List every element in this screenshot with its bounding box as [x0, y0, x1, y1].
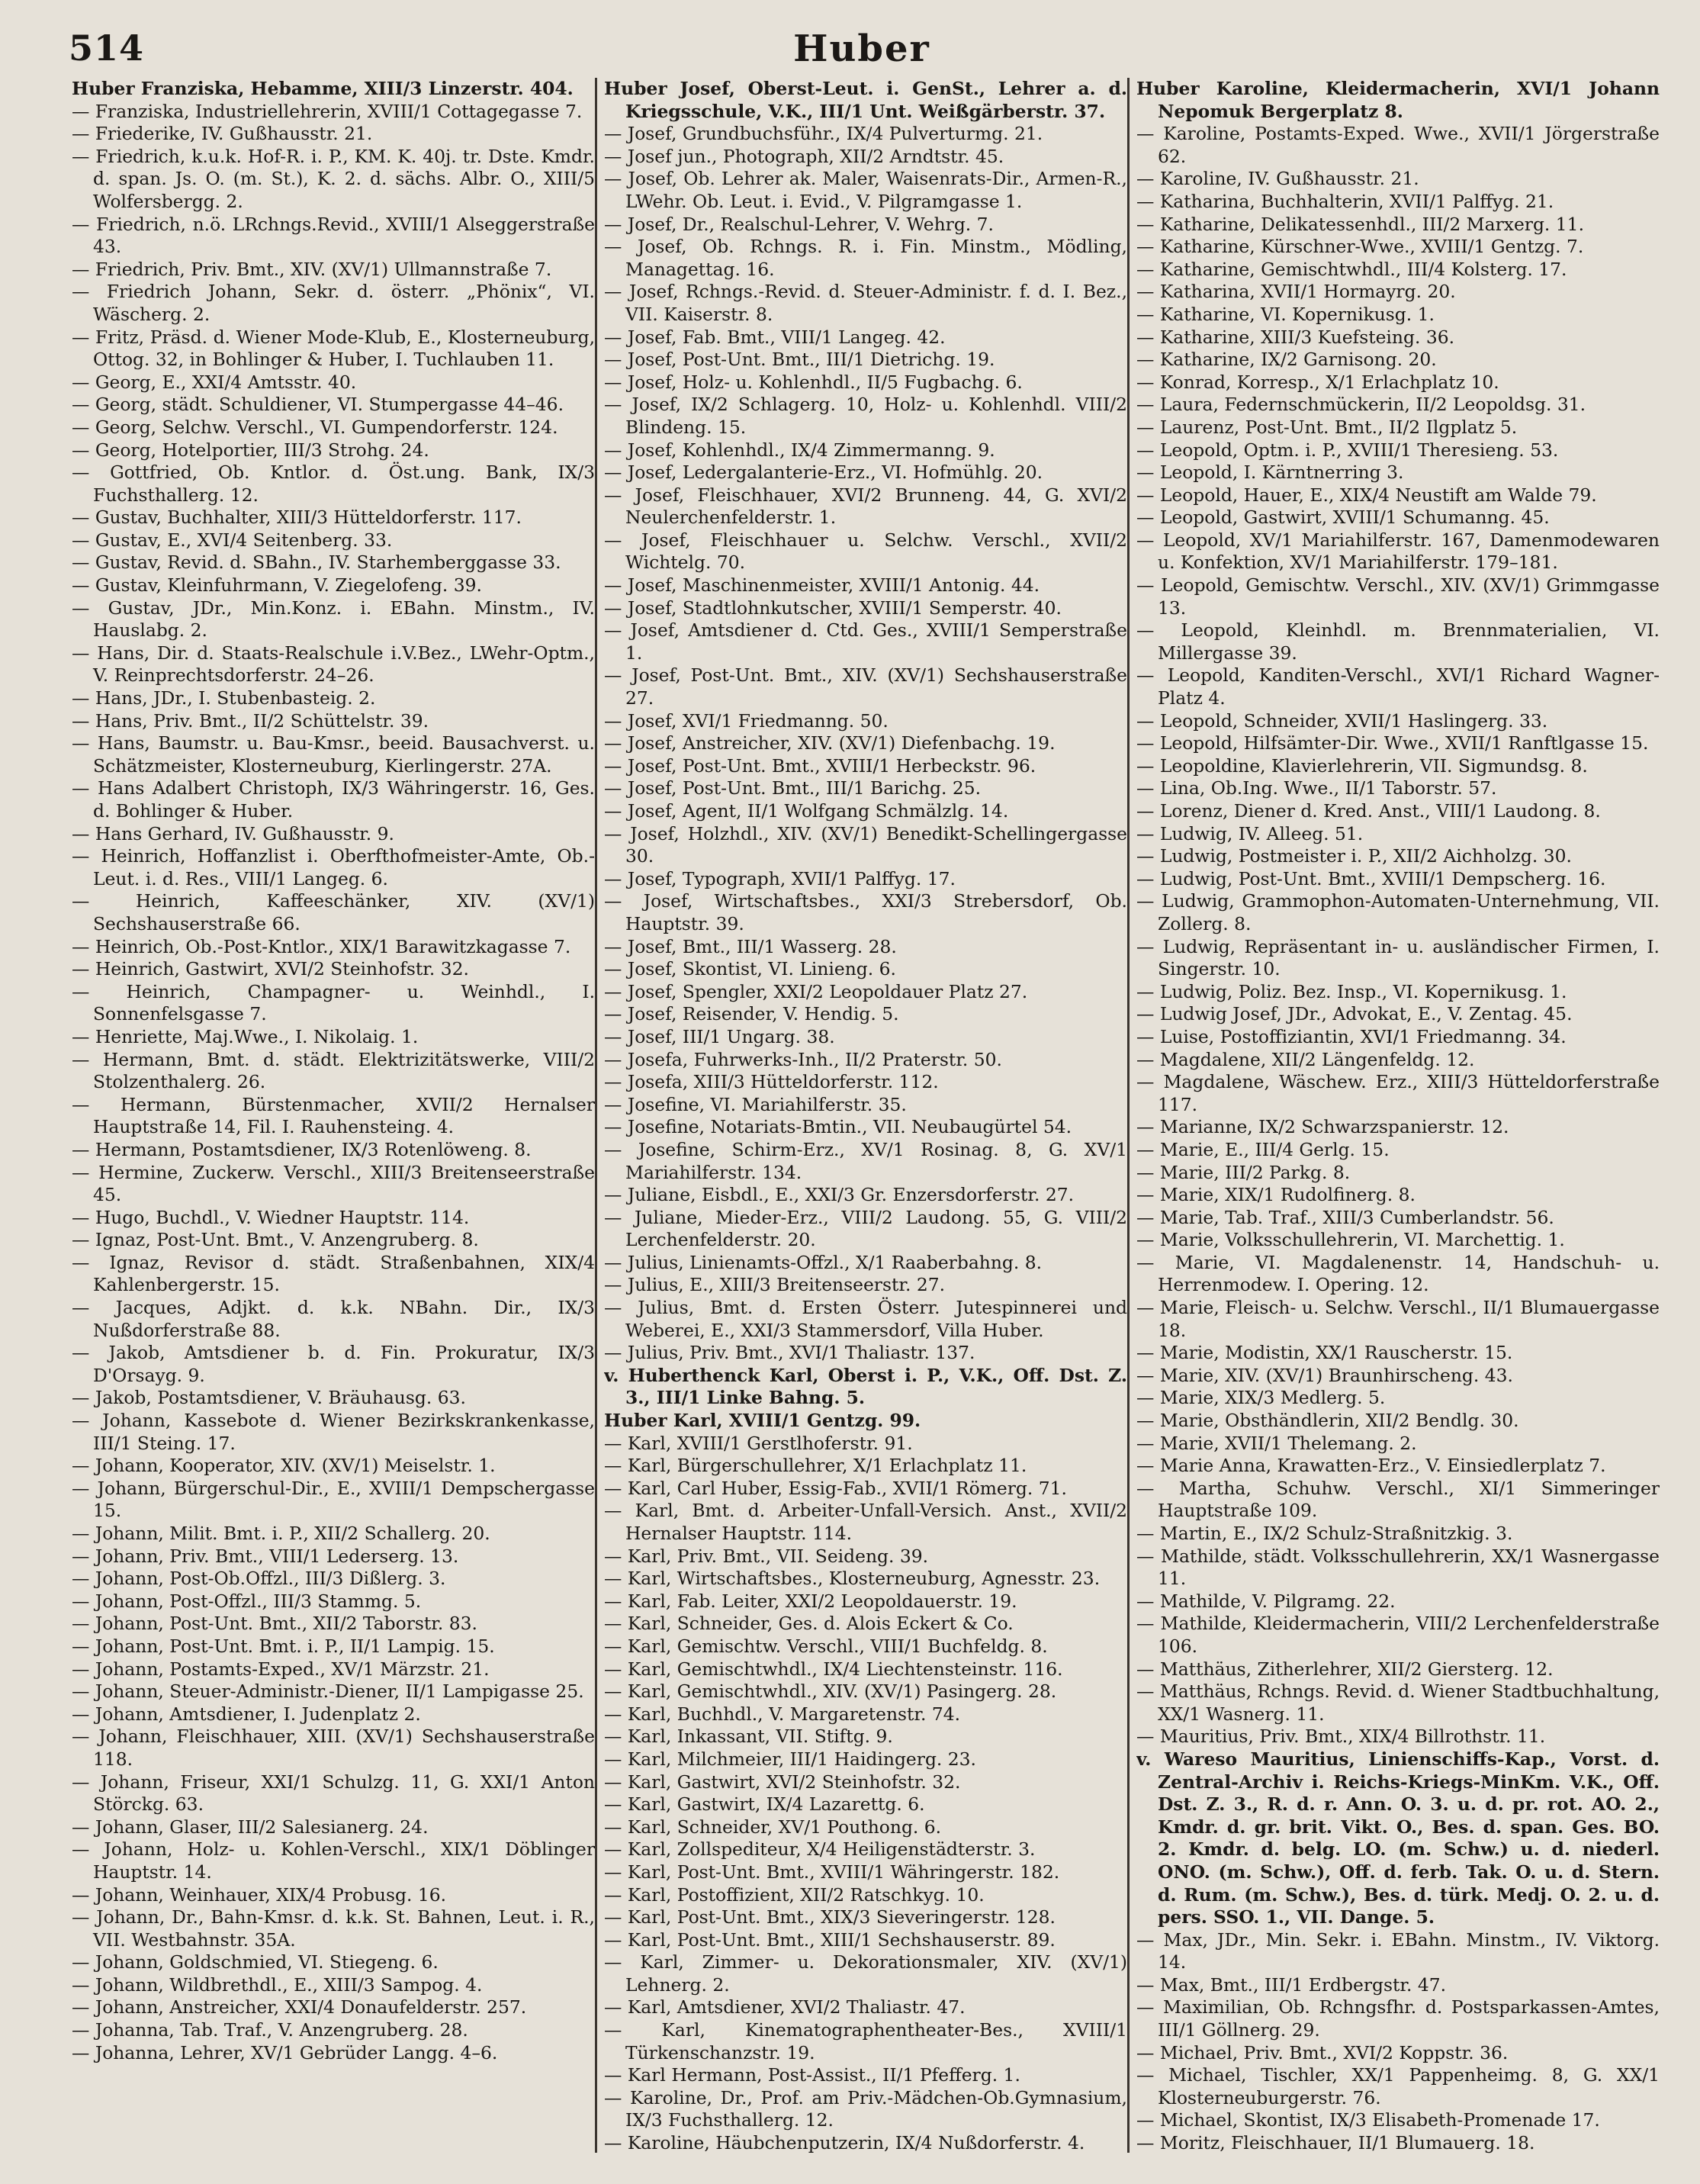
directory-entry: — Ludwig, Repräsentant in- u. ausländischer Firmen, I. Singerstr. 10. — [1136, 935, 1660, 980]
directory-entry: — Josef, Bmt., III/1 Wasserg. 28. — [604, 935, 897, 957]
directory-entry: — Johann, Anstreicher, XXI/4 Donaufelderstr. 257. — [72, 1996, 527, 2018]
directory-entry: — Karl, Postoffizient, XII/2 Ratschkyg. 10. — [604, 1883, 985, 1906]
directory-entry: — Johann, Goldschmied, VI. Stiegeng. 6. — [72, 1951, 439, 1973]
directory-entry: — Gustav, Buchhalter, XIII/3 Hütteldorferstr. 117. — [72, 507, 522, 529]
directory-entry: — Karl, Wirtschaftsbes., Klosterneuburg, Agnesstr. 23. — [604, 1568, 1101, 1590]
directory-entry: — Michael, Skontist, IX/3 Elisabeth-Promenade 17. — [1136, 2109, 1600, 2131]
directory-entry: — Friederike, IV. Gußhausstr. 21. — [72, 123, 373, 145]
directory-entry: — Johann, Post-Unt. Bmt. i. P., II/1 Lampig. 15. — [72, 1635, 495, 1657]
directory-entry: — Friedrich Johann, Sekr. d. österr. „Phönix“, VI. Wäscherg. 2. — [72, 281, 595, 325]
directory-entry: — Magdalene, XII/2 Längenfeldg. 12. — [1136, 1048, 1475, 1070]
directory-entry: — Karl, Gemischtwhdl., IX/4 Liechtensteinstr. 116. — [604, 1658, 1063, 1680]
directory-entry: — Marie, XIX/3 Medlerg. 5. — [1136, 1387, 1386, 1409]
directory-entry: — Karl, Schneider, XV/1 Pouthong. 6. — [604, 1816, 942, 1838]
directory-entry: — Moritz, Fleischhauer, II/1 Blumauerg. 18. — [1136, 2132, 1535, 2154]
directory-entry: — Josef, Reisender, V. Hendig. 5. — [604, 1003, 899, 1025]
directory-entry: — Josef jun., Photograph, XII/2 Arndtstr. 45. — [604, 145, 1004, 167]
directory-entry: — Ignaz, Post-Unt. Bmt., V. Anzengruberg. 8. — [72, 1229, 479, 1251]
directory-entry: — Josef, Fab. Bmt., VIII/1 Langeg. 42. — [604, 326, 946, 348]
directory-entry: — Johann, Fleischhauer, XIII. (XV/1) Sechshauserstraße 118. — [72, 1726, 595, 1770]
directory-entry: — Georg, Hotelportier, III/3 Strohg. 24. — [72, 439, 429, 461]
directory-entry: — Leopold, Gastwirt, XVIII/1 Schumanng. 45. — [1136, 507, 1550, 529]
directory-entry: — Josefa, Fuhrwerks-Inh., II/2 Praterstr. 50. — [604, 1048, 1002, 1070]
directory-entry: — Josef, Ob. Lehrer ak. Maler, Waisenrats-Dir., Armen-R., LWehr. Ob. Leut. i. Evid., V. Pilgramgasse 1. — [604, 168, 1127, 212]
directory-entry: — Michael, Priv. Bmt., XVI/2 Koppstr. 36. — [1136, 2041, 1509, 2063]
directory-entry: — Josef, Post-Unt. Bmt., III/1 Dietrichg. 19. — [604, 349, 995, 371]
directory-entry: — Hermann, Bürstenmacher, XVII/2 Hernalser Hauptstraße 14, Fil. I. Rauhensteing. 4. — [72, 1093, 595, 1138]
directory-entry: — Leopold, XV/1 Mariahilferstr. 167, Damenmodewaren u. Konfektion, XV/1 Mariahilferstr. 179–181. — [1136, 529, 1660, 574]
directory-entry: — Josef, Post-Unt. Bmt., XIV. (XV/1) Sechshauserstraße 27. — [604, 664, 1127, 709]
directory-entry: — Gustav, E., XVI/4 Seitenberg. 33. — [72, 529, 393, 551]
directory-entry: — Hermine, Zuckerw. Verschl., XIII/3 Breitenseerstraße 45. — [72, 1161, 595, 1206]
directory-entry: Huber Franziska, Hebamme, XIII/3 Linzerstr. 404. — [72, 78, 574, 99]
directory-entry: — Katharine, Kürschner-Wwe., XVIII/1 Gentzg. 7. — [1136, 236, 1584, 258]
directory-entry: — Julius, E., XIII/3 Breitenseerstr. 27. — [604, 1274, 946, 1296]
directory-entry: — Josef, Typograph, XVII/1 Palffyg. 17. — [604, 867, 956, 889]
directory-entry: — Johann, Bürgerschul-Dir., E., XVIII/1 Dempschergasse 15. — [72, 1477, 595, 1522]
directory-entry: — Johann, Priv. Bmt., VIII/1 Lederserg. 13. — [72, 1545, 459, 1567]
directory-entry: — Josef, Agent, II/1 Wolfgang Schmälzlg. 14. — [604, 800, 1009, 822]
directory-entry: — Josefa, XIII/3 Hütteldorferstr. 112. — [604, 1071, 939, 1093]
directory-entry: — Karl, Schneider, Ges. d. Alois Eckert & Co. — [604, 1613, 1014, 1635]
directory-entry: — Karl, Kinematographentheater-Bes., XVIII/1 Türkenschanzstr. 19. — [604, 2019, 1127, 2063]
directory-entry: — Marie, XIV. (XV/1) Braunhirscheng. 43. — [1136, 1364, 1513, 1386]
directory-entry: — Marianne, IX/2 Schwarzspanierstr. 12. — [1136, 1116, 1509, 1138]
directory-entry: — Laurenz, Post-Unt. Bmt., II/2 Ilgplatz 5. — [1136, 416, 1518, 438]
directory-entry: — Leopoldine, Klavierlehrerin, VII. Sigmundsg. 8. — [1136, 754, 1588, 777]
directory-entry: — Johann, Holz- u. Kohlen-Verschl., XIX/1 Döblinger Hauptstr. 14. — [72, 1838, 595, 1883]
directory-entry: — Josef, IX/2 Schlagerg. 10, Holz- u. Kohlenhdl. VIII/2 Blindeng. 15. — [604, 394, 1127, 438]
directory-entry: — Josef, Dr., Realschul-Lehrer, V. Wehrg. 7. — [604, 213, 994, 235]
directory-entry: — Johann, Weinhauer, XIX/4 Probusg. 16. — [72, 1883, 447, 1906]
directory-entry: — Magdalene, Wäschew. Erz., XIII/3 Hütteldorferstraße 117. — [1136, 1071, 1660, 1115]
directory-entry: — Katharine, IX/2 Garnisong. 20. — [1136, 349, 1437, 371]
directory-entry: — Mathilde, Kleidermacherin, VIII/2 Lerchenfelderstraße 106. — [1136, 1613, 1660, 1657]
directory-entry: — Katharine, Delikatessenhdl., III/2 Marxerg. 11. — [1136, 213, 1585, 235]
directory-entry: — Josef, Post-Unt. Bmt., III/1 Barichg. 25. — [604, 777, 982, 799]
directory-entry: — Jakob, Postamtsdiener, V. Bräuhausg. 63. — [72, 1387, 466, 1409]
column-3 — [1136, 78, 1660, 2160]
directory-entry: — Matthäus, Rchngs. Revid. d. Wiener Stadtbuchhaltung, XX/1 Wasnerg. 11. — [1136, 1681, 1660, 1725]
directory-entry: — Gottfried, Ob. Kntlor. d. Öst.ung. Bank, IX/3 Fuchsthallerg. 12. — [72, 462, 595, 506]
directory-entry: — Leopold, I. Kärntnerring 3. — [1136, 462, 1404, 484]
directory-entry: — Karl, Milchmeier, III/1 Haidingerg. 23. — [604, 1748, 976, 1770]
directory-entry: — Karl, Amtsdiener, XVI/2 Thaliastr. 47. — [604, 1996, 966, 2018]
directory-entry: — Heinrich, Hoffanzlist i. Oberfthofmeister-Amte, Ob.-Leut. i. d. Res., VIII/1 Langeg. 6. — [72, 845, 595, 889]
directory-entry: — Hans Gerhard, IV. Gußhausstr. 9. — [72, 822, 394, 844]
column-1 — [72, 78, 595, 2160]
directory-entry: — Marie, VI. Magdalenenstr. 14, Handschuh- u. Herrenmodew. I. Opering. 12. — [1136, 1251, 1660, 1296]
directory-entry: — Hans Adalbert Christoph, IX/3 Währingerstr. 16, Ges. d. Bohlinger & Huber. — [72, 777, 595, 822]
directory-entry: — Johann, Post-Unt. Bmt., XII/2 Taborstr. 83. — [72, 1613, 477, 1635]
directory-entry: — Karl, XVIII/1 Gerstlhoferstr. 91. — [604, 1432, 913, 1454]
directory-entry: — Josef, Amtsdiener d. Ctd. Ges., XVIII/1 Semperstraße 1. — [604, 619, 1127, 664]
directory-entry: — Johann, Steuer-Administr.-Diener, II/1 Lampigasse 25. — [72, 1681, 584, 1703]
directory-entry: — Ludwig, Poliz. Bez. Insp., VI. Kopernikusg. 1. — [1136, 980, 1567, 1002]
directory-entry: — Jakob, Amtsdiener b. d. Fin. Prokuratur, IX/3 D'Orsayg. 9. — [72, 1342, 595, 1386]
directory-entry: — Hermann, Postamtsdiener, IX/3 Rotenlöweng. 8. — [72, 1138, 532, 1160]
directory-entry: — Johanna, Lehrer, XV/1 Gebrüder Langg. 4–6. — [72, 2041, 498, 2063]
directory-entry: — Marie, Obsthändlerin, XII/2 Bendlg. 30. — [1136, 1410, 1519, 1432]
directory-entry: — Marie Anna, Krawatten-Erz., V. Einsiedlerplatz 7. — [1136, 1455, 1606, 1477]
directory-entry: — Josef, Holz- u. Kohlenhdl., II/5 Fugbachg. 6. — [604, 371, 1023, 393]
directory-entry: — Fritz, Präsd. d. Wiener Mode-Klub, E., Klosterneuburg, Ottog. 32, in Bohlinger & Huber, I. Tuchlauben 11. — [72, 326, 595, 371]
directory-entry: — Johann, Post-Offzl., III/3 Stammg. 5. — [72, 1590, 422, 1612]
directory-entry: — Ludwig Josef, JDr., Advokat, E., V. Zentag. 45. — [1136, 1003, 1573, 1025]
directory-entry: — Juliane, Eisbdl., E., XXI/3 Gr. Enzersdorferstr. 27. — [604, 1184, 1075, 1206]
directory-entry: — Ludwig, IV. Alleeg. 51. — [1136, 822, 1364, 844]
directory-entry: — Karl, Post-Unt. Bmt., XIX/3 Sieveringerstr. 128. — [604, 1906, 1056, 1928]
directory-entry: — Heinrich, Champagner- u. Weinhdl., I. Sonnenfelsgasse 7. — [72, 980, 595, 1025]
directory-entry: — Josef, Ledergalanterie-Erz., VI. Hofmühlg. 20. — [604, 462, 1043, 484]
directory-entry: — Karl, Gastwirt, IX/4 Lazarettg. 6. — [604, 1793, 925, 1816]
directory-entry: — Josef, Rchngs.-Revid. d. Steuer-Administr. f. d. I. Bez., VII. Kaiserstr. 8. — [604, 281, 1127, 325]
directory-entry: — Karl, Post-Unt. Bmt., XVIII/1 Währingerstr. 182. — [604, 1861, 1060, 1883]
directory-entry: — Katharine, VI. Kopernikusg. 1. — [1136, 303, 1435, 325]
directory-entry: — Johann, Post-Ob.Offzl., III/3 Dißlerg. 3. — [72, 1568, 446, 1590]
directory-entry: — Josef, Kohlenhdl., IX/4 Zimmermanng. 9. — [604, 439, 995, 461]
directory-entry: — Josef, Fleischhauer, XVI/2 Brunneng. 44, G. XVI/2 Neulerchenfelderstr. 1. — [604, 484, 1127, 529]
directory-entry: — Karl Hermann, Post-Assist., II/1 Pfefferg. 1. — [604, 2064, 1020, 2086]
directory-entry: — Karl, Gemischtw. Verschl., VIII/1 Buchfeldg. 8. — [604, 1635, 1048, 1657]
directory-entry: — Georg, Selchw. Verschl., VI. Gumpendorferstr. 124. — [72, 416, 558, 438]
directory-entry: — Josefine, VI. Mariahilferstr. 35. — [604, 1093, 907, 1115]
directory-entry: — Martha, Schuhw. Verschl., XI/1 Simmeringer Hauptstraße 109. — [1136, 1477, 1660, 1522]
directory-entry: — Marie, Fleisch- u. Selchw. Verschl., II/1 Blumauergasse 18. — [1136, 1297, 1660, 1341]
directory-entry: — Josef, XVI/1 Friedmanng. 50. — [604, 709, 889, 732]
directory-entry: — Michael, Tischler, XX/1 Pappenheimg. 8, G. XX/1 Klosterneuburgerstr. 76. — [1136, 2064, 1660, 2108]
page-number: 514 — [69, 27, 145, 69]
directory-entry: — Gustav, Revid. d. SBahn., IV. Starhemberggasse 33. — [72, 552, 561, 574]
directory-entry: — Friedrich, n.ö. LRchngs.Revid., XVIII/1 Alseggerstraße 43. — [72, 213, 595, 258]
directory-entry: — Jacques, Adjkt. d. k.k. NBahn. Dir., IX/3 Nußdorferstraße 88. — [72, 1297, 595, 1341]
directory-entry: — Ludwig, Post-Unt. Bmt., XVIII/1 Dempscherg. 16. — [1136, 867, 1606, 889]
directory-entry: — Josef, Skontist, VI. Linieng. 6. — [604, 958, 896, 980]
directory-entry: — Ignaz, Revisor d. städt. Straßenbahnen, XIX/4 Kahlenbergerstr. 15. — [72, 1251, 595, 1296]
directory-entry: — Johann, Kooperator, XIV. (XV/1) Meiselstr. 1. — [72, 1455, 496, 1477]
directory-entry: — Josef, Wirtschaftsbes., XXI/3 Strebersdorf, Ob. Hauptstr. 39. — [604, 890, 1127, 934]
directory-entry: — Leopold, Hauer, E., XIX/4 Neustift am Walde 79. — [1136, 484, 1597, 506]
directory-entry: — Karl, Carl Huber, Essig-Fab., XVII/1 Römerg. 71. — [604, 1477, 1067, 1499]
directory-entry: — Marie, XVII/1 Thelemang. 2. — [1136, 1432, 1417, 1454]
directory-entry: — Karoline, IV. Gußhausstr. 21. — [1136, 168, 1419, 190]
directory-entry: — Josef, Spengler, XXI/2 Leopoldauer Platz 27. — [604, 980, 1028, 1002]
directory-entry: — Heinrich, Ob.-Post-Kntlor., XIX/1 Barawitzkagasse 7. — [72, 935, 571, 957]
directory-entry: — Leopold, Kleinhdl. m. Brennmaterialien, VI. Millergasse 39. — [1136, 619, 1660, 664]
directory-entry: — Gustav, JDr., Min.Konz. i. EBahn. Minstm., IV. Hauslabg. 2. — [72, 597, 595, 642]
directory-entry: — Hans, Dir. d. Staats-Realschule i.V.Bez., LWehr-Optm., V. Reinprechtsdorferstr. 24–26. — [72, 642, 595, 687]
directory-entry: — Georg, E., XXI/4 Amtsstr. 40. — [72, 371, 357, 393]
directory-entry: — Johanna, Tab. Traf., V. Anzengruberg. 28. — [72, 2019, 468, 2041]
directory-entry: — Hugo, Buchdl., V. Wiedner Hauptstr. 114. — [72, 1206, 470, 1228]
directory-entry: — Leopold, Optm. i. P., XVIII/1 Theresieng. 53. — [1136, 439, 1559, 461]
directory-entry: — Karl, Fab. Leiter, XXI/2 Leopoldauerstr. 19. — [604, 1590, 1017, 1612]
directory-entry: — Josef, Post-Unt. Bmt., XVIII/1 Herbeckstr. 96. — [604, 754, 1036, 777]
directory-entry: — Marie, III/2 Parkg. 8. — [1136, 1161, 1351, 1183]
directory-entry: — Mathilde, städt. Volksschullehrerin, XX/1 Wasnergasse 11. — [1136, 1545, 1660, 1590]
directory-entry: — Josef, Ob. Rchngs. R. i. Fin. Minstm., Mödling, Managettag. 16. — [604, 236, 1127, 280]
directory-entry: — Johann, Milit. Bmt. i. P., XII/2 Schallerg. 20. — [72, 1523, 490, 1544]
directory-entry: — Martin, E., IX/2 Schulz-Straßnitzkig. 3. — [1136, 1523, 1513, 1544]
directory-entry: — Heinrich, Gastwirt, XVI/2 Steinhofstr. 32. — [72, 958, 469, 980]
directory-entry: — Max, Bmt., III/1 Erdbergstr. 47. — [1136, 1973, 1447, 1996]
directory-entry: — Hans, Baumstr. u. Bau-Kmsr., beeid. Bausachverst. u. Schätzmeister, Klosterneuburg, Kierlingerstr. 27A. — [72, 732, 595, 777]
directory-entry: v. Huberthenck Karl, Oberst i. P., V.K., Off. Dst. Z. 3., III/1 Linke Bahng. 5. — [604, 1364, 1127, 1409]
directory-entry: — Konrad, Korresp., X/1 Erlachplatz 10. — [1136, 371, 1499, 393]
directory-entry: v. Wareso Mauritius, Linienschiffs-Kap., Vorst. d. Zentral-Archiv i. Reichs-Kriegs-MinKm. V.K., Off. Dst. Z. 3., R. d. r. Ann. O. 3. u. d. pr. rot. AO. 2., Kmdr. d. gr. brit. Vikt. O., Bes. d. span. Ges. BO. 2. Kmdr. d. belg. LO. (m. Schw.) u. d. niederl. ONO. (m. Schw.), Off. d. ferb. Tak. O. u. d. Stern. d. Rum. (m. Schw.), Bes. d. türk. Medj. O. 2. u. d. pers. SSO. 1., VII. Dange. 5. — [1136, 1748, 1660, 1928]
directory-entry: — Josef, Fleischhauer u. Selchw. Verschl., XVII/2 Wichtelg. 70. — [604, 529, 1127, 574]
directory-entry: — Mathilde, V. Pilgramg. 22. — [1136, 1590, 1396, 1612]
column-divider-1 — [595, 78, 597, 2153]
directory-entry: — Lorenz, Diener d. Kred. Anst., VIII/1 Laudong. 8. — [1136, 800, 1601, 822]
directory-entry: — Josef, Anstreicher, XIV. (XV/1) Diefenbachg. 19. — [604, 732, 1056, 754]
directory-entry: — Friedrich, k.u.k. Hof-R. i. P., KM. K. 40j. tr. Dste. Kmdr. d. span. Js. O. (m. St.), K. 2. d. sächs. Albr. O., XIII/5 Wolfersbergg. 2. — [72, 145, 595, 212]
directory-entry: — Leopold, Kanditen-Verschl., XVI/1 Richard Wagner-Platz 4. — [1136, 664, 1660, 709]
directory-entry: — Karl, Post-Unt. Bmt., XIII/1 Sechshauserstr. 89. — [604, 1928, 1056, 1951]
directory-entry: — Julius, Priv. Bmt., XVI/1 Thaliastr. 137. — [604, 1342, 975, 1364]
directory-entry: Huber Karoline, Kleidermacherin, XVI/1 Johann Nepomuk Bergerplatz 8. — [1136, 78, 1660, 122]
directory-entry: — Karl, Inkassant, VII. Stiftg. 9. — [604, 1726, 893, 1748]
directory-entry: — Karl, Buchhdl., V. Margaretenstr. 74. — [604, 1703, 961, 1725]
directory-entry: — Julius, Linienamts-Offzl., X/1 Raaberbahng. 8. — [604, 1251, 1043, 1273]
directory-entry: — Gustav, Kleinfuhrmann, V. Ziegelofeng. 39. — [72, 574, 482, 597]
directory-entry: — Katharine, XIII/3 Kuefsteing. 36. — [1136, 326, 1455, 348]
directory-entry: — Marie, Tab. Traf., XIII/3 Cumberlandstr. 56. — [1136, 1206, 1554, 1228]
directory-entry: — Josef, Maschinenmeister, XVIII/1 Antonig. 44. — [604, 574, 1040, 597]
page-header — [69, 27, 1655, 70]
directory-entry: — Matthäus, Zitherlehrer, XII/2 Giersterg. 12. — [1136, 1658, 1554, 1680]
directory-entry: — Johann, Postamts-Exped., XV/1 Märzstr. 21. — [72, 1658, 490, 1680]
directory-entry: — Henriette, Maj.Wwe., I. Nikolaig. 1. — [72, 1025, 419, 1047]
directory-entry: — Lina, Ob.Ing. Wwe., II/1 Taborstr. 57. — [1136, 777, 1497, 799]
directory-entry: — Luise, Postoffiziantin, XVI/1 Friedmanng. 34. — [1136, 1025, 1567, 1047]
directory-entry: — Hans, JDr., I. Stubenbasteig. 2. — [72, 687, 376, 709]
directory-entry: — Karl, Gemischtwhdl., XIV. (XV/1) Pasingerg. 28. — [604, 1681, 1057, 1703]
directory-entry: — Karl, Bmt. d. Arbeiter-Unfall-Versich. Anst., XVII/2 Hernalser Hauptstr. 114. — [604, 1500, 1127, 1544]
directory-entry: — Friedrich, Priv. Bmt., XIV. (XV/1) Ullmannstraße 7. — [72, 258, 552, 280]
directory-entry: — Hermann, Bmt. d. städt. Elektrizitätswerke, VIII/2 Stolzenthalerg. 26. — [72, 1048, 595, 1093]
directory-entry: — Leopold, Hilfsämter-Dir. Wwe., XVII/1 Ranftlgasse 15. — [1136, 732, 1649, 754]
directory-entry: — Katharina, XVII/1 Hormayrg. 20. — [1136, 281, 1456, 303]
directory-entry: — Johann, Kassebote d. Wiener Bezirkskrankenkasse, III/1 Steing. 17. — [72, 1410, 595, 1454]
directory-entry: — Julius, Bmt. d. Ersten Österr. Jutespinnerei und Weberei, E., XXI/3 Stammersdorf, Villa Huber. — [604, 1297, 1127, 1341]
directory-entry: — Marie, XIX/1 Rudolfinerg. 8. — [1136, 1184, 1416, 1206]
directory-entry: — Franziska, Industriellehrerin, XVIII/1 Cottagegasse 7. — [72, 100, 583, 122]
directory-entry: — Marie, Volksschullehrerin, VI. Marchettig. 1. — [1136, 1229, 1565, 1251]
directory-entry: — Leopold, Schneider, XVII/1 Haslingerg. 33. — [1136, 709, 1548, 732]
directory-entry: — Karoline, Dr., Prof. am Priv.-Mädchen-Ob.Gymnasium, IX/3 Fuchsthallerg. 12. — [604, 2086, 1127, 2131]
directory-entry: Huber Karl, XVIII/1 Gentzg. 99. — [604, 1410, 921, 1432]
directory-entry: — Johann, Glaser, III/2 Salesianerg. 24. — [72, 1816, 429, 1838]
directory-entry: — Karoline, Postamts-Exped. Wwe., XVII/1 Jörgerstraße 62. — [1136, 123, 1660, 167]
directory-entry: — Ludwig, Postmeister i. P., XII/2 Aichholzg. 30. — [1136, 845, 1572, 867]
directory-entry: — Mauritius, Priv. Bmt., XIX/4 Billrothstr. 11. — [1136, 1726, 1546, 1748]
directory-entry: — Leopold, Gemischtw. Verschl., XIV. (XV/1) Grimmgasse 13. — [1136, 574, 1660, 619]
directory-entry: — Karl, Zimmer- u. Dekorationsmaler, XIV. (XV/1) Lehnerg. 2. — [604, 1951, 1127, 1996]
directory-entry: — Marie, E., III/4 Gerlg. 15. — [1136, 1138, 1390, 1160]
directory-entry: — Karl, Priv. Bmt., VII. Seideng. 39. — [604, 1545, 929, 1567]
directory-entry: — Johann, Dr., Bahn-Kmsr. d. k.k. St. Bahnen, Leut. i. R., VII. Westbahnstr. 35A. — [72, 1906, 595, 1951]
directory-entry: — Heinrich, Kaffeeschänker, XIV. (XV/1) Sechshauserstraße 66. — [72, 890, 595, 934]
directory-entry: — Marie, Modistin, XX/1 Rauscherstr. 15. — [1136, 1342, 1513, 1364]
directory-entry: — Johann, Amtsdiener, I. Judenplatz 2. — [72, 1703, 421, 1725]
directory-entry: — Josefine, Schirm-Erz., XV/1 Rosinag. 8, G. XV/1 Mariahilferstr. 134. — [604, 1138, 1127, 1183]
directory-entry: Huber Josef, Oberst-Leut. i. GenSt., Lehrer a. d. Kriegsschule, V.K., III/1 Unt. Weißgärberstr. 37. — [604, 78, 1127, 122]
directory-entry: — Juliane, Mieder-Erz., VIII/2 Laudong. 55, G. VIII/2 Lerchenfelderstr. 20. — [604, 1206, 1127, 1251]
column-divider-2 — [1127, 78, 1130, 2153]
directory-entry: — Maximilian, Ob. Rchngsfhr. d. Postsparkassen-Amtes, III/1 Göllnerg. 29. — [1136, 1996, 1660, 2041]
directory-entry: — Laura, Federnschmückerin, II/2 Leopoldsg. 31. — [1136, 394, 1586, 416]
directory-entry: — Ludwig, Grammophon-Automaten-Unternehmung, VII. Zollerg. 8. — [1136, 890, 1660, 934]
directory-entry: — Johann, Wildbrethdl., E., XIII/3 Sampog. 4. — [72, 1973, 483, 1996]
directory-entry: — Katharine, Gemischtwhdl., III/4 Kolsterg. 17. — [1136, 258, 1567, 280]
directory-entry: — Josef, III/1 Ungarg. 38. — [604, 1025, 835, 1047]
directory-entry: — Karl, Gastwirt, XVI/2 Steinhofstr. 32. — [604, 1771, 961, 1793]
directory-entry: — Hans, Priv. Bmt., II/2 Schüttelstr. 39. — [72, 709, 429, 732]
directory-entry: — Max, JDr., Min. Sekr. i. EBahn. Minstm., IV. Viktorg. 14. — [1136, 1928, 1660, 1973]
directory-entry: — Josef, Stadtlohnkutscher, XVIII/1 Semperstr. 40. — [604, 597, 1062, 619]
directory-entry: — Josef, Grundbuchsführ., IX/4 Pulverturmg. 21. — [604, 123, 1043, 145]
directory-entry: — Johann, Friseur, XXI/1 Schulzg. 11, G. XXI/1 Anton Störckg. 63. — [72, 1771, 595, 1816]
directory-entry: — Josef, Holzhdl., XIV. (XV/1) Benedikt-Schellingergasse 30. — [604, 822, 1127, 867]
directory-entry: — Karl, Zollspediteur, X/4 Heiligenstädterstr. 3. — [604, 1838, 1036, 1861]
running-head: Huber — [793, 27, 930, 70]
directory-entry: — Josefine, Notariats-Bmtin., VII. Neubaugürtel 54. — [604, 1116, 1072, 1138]
directory-entry: — Georg, städt. Schuldiener, VI. Stumpergasse 44–46. — [72, 394, 564, 416]
directory-entry: — Katharina, Buchhalterin, XVII/1 Palffyg. 21. — [1136, 190, 1554, 212]
directory-entry: — Karl, Bürgerschullehrer, X/1 Erlachplatz 11. — [604, 1455, 1027, 1477]
directory-entry: — Karoline, Häubchenputzerin, IX/4 Nußdorferstr. 4. — [604, 2132, 1085, 2154]
column-2 — [604, 78, 1127, 2160]
